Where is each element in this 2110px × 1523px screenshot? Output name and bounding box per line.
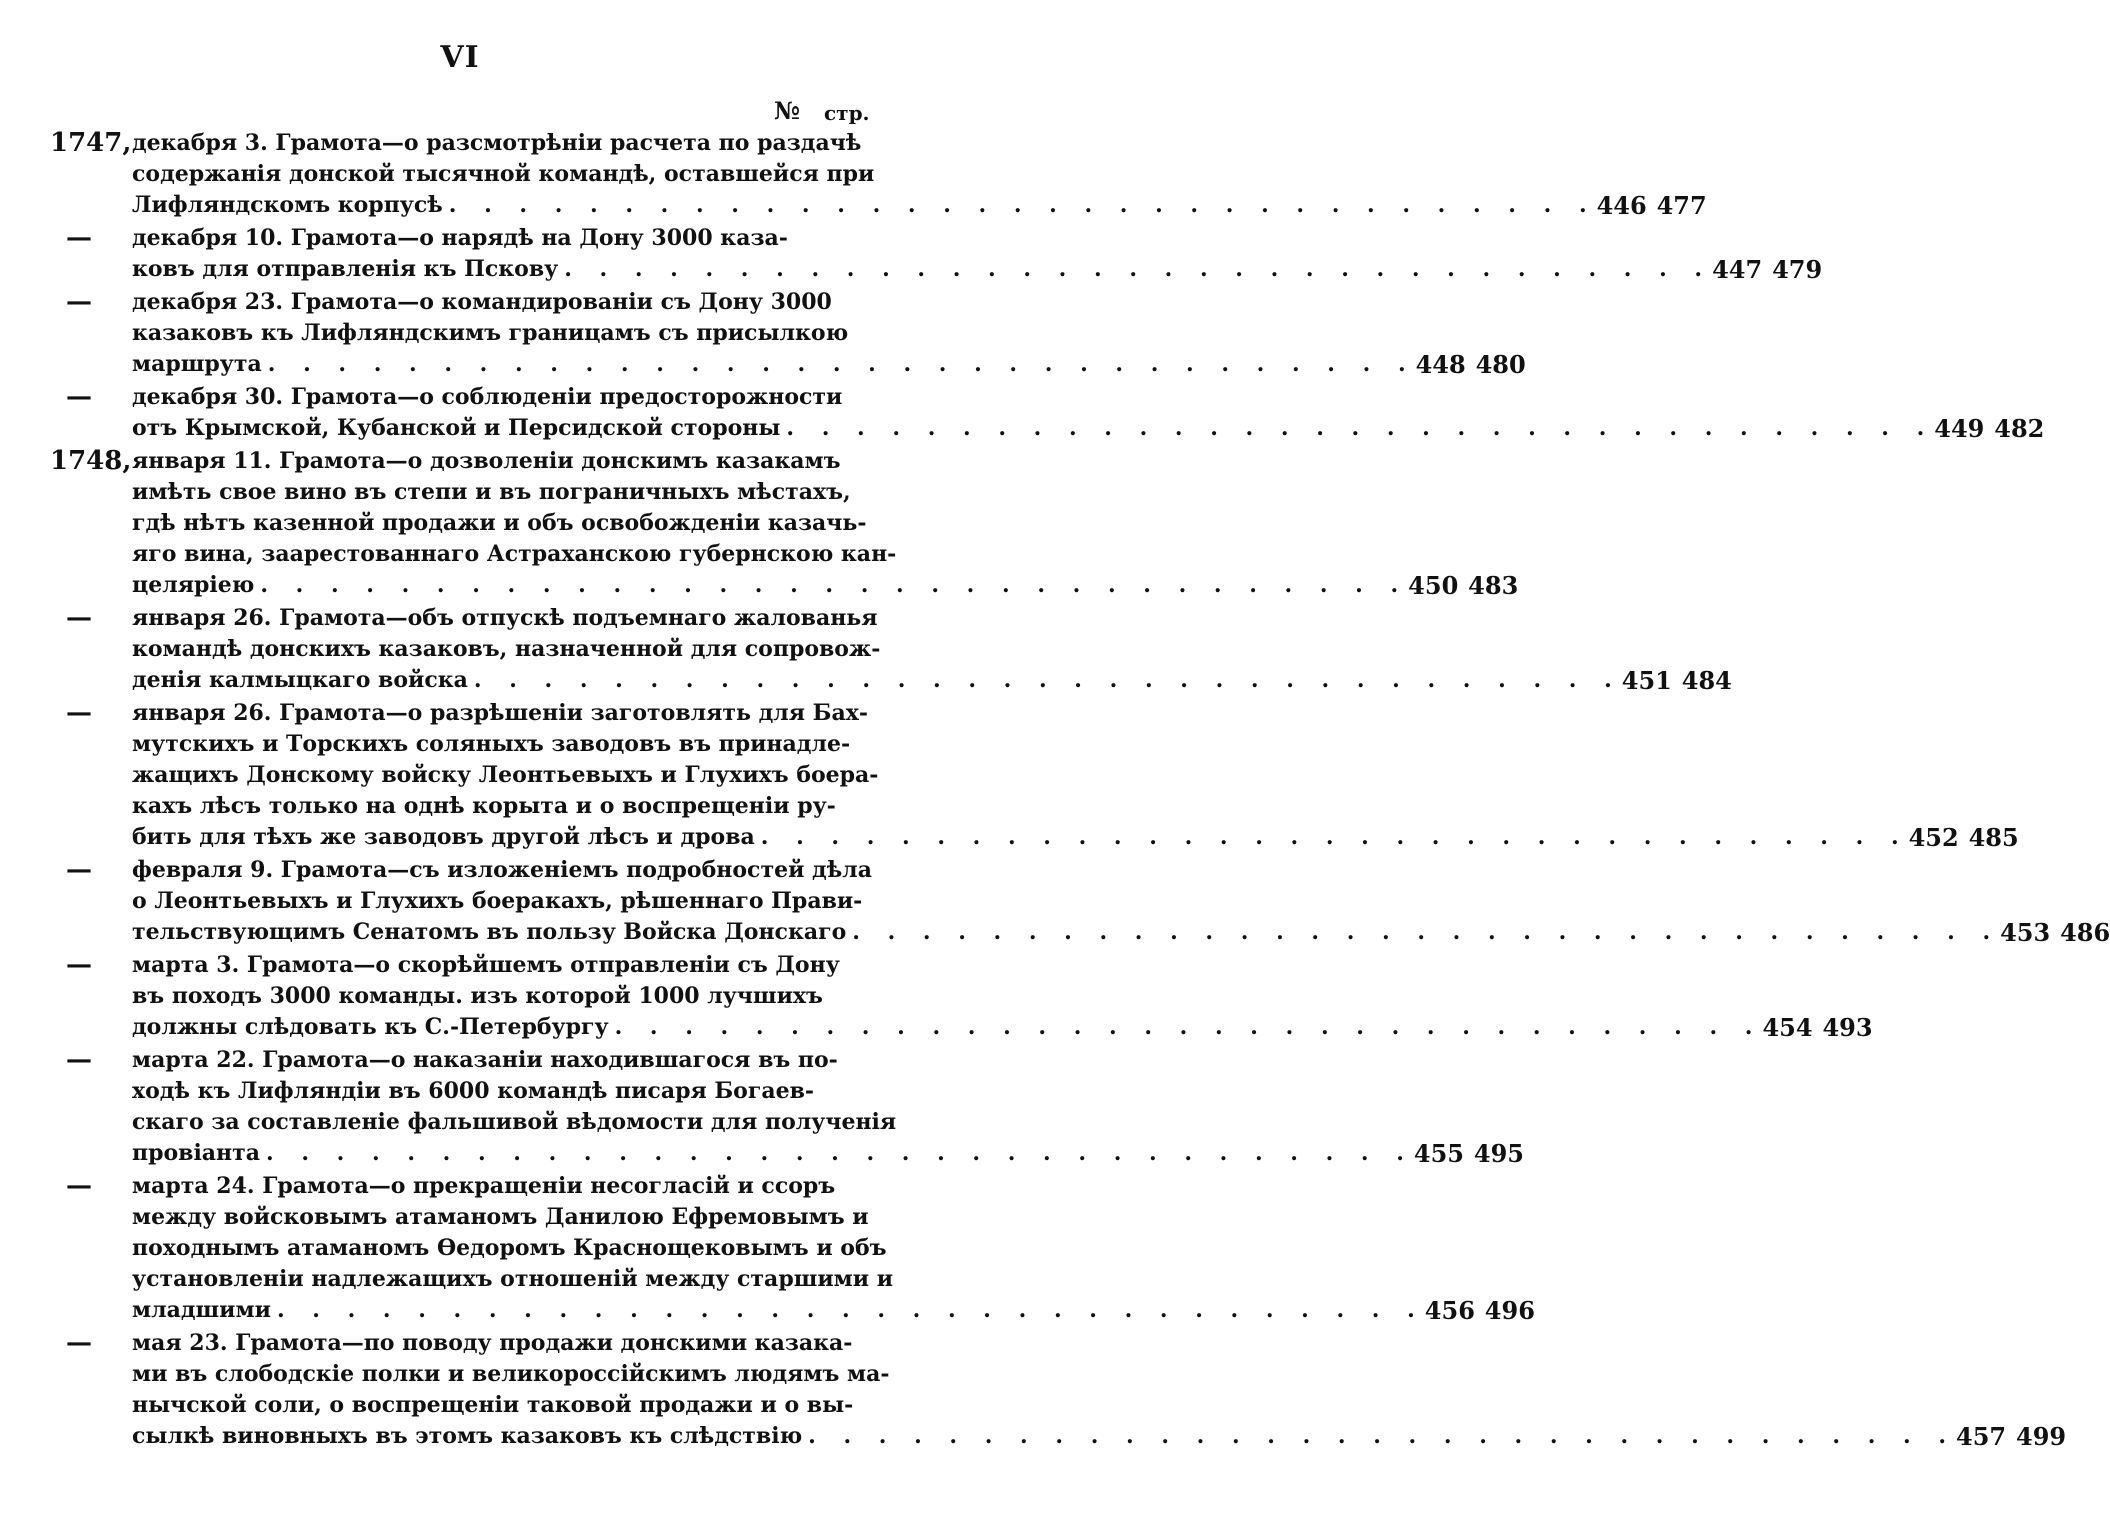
entry-refs — [1425, 1295, 1535, 1326]
entry-line: декабря 30. Грамота—о соблюденіи предосторожности — [132, 384, 843, 410]
entry-text — [132, 382, 2045, 444]
entry-refs — [1416, 349, 1526, 380]
toc-entry — [0, 698, 2019, 853]
toc-entry — [0, 1045, 1525, 1169]
document-number: 449 — [1934, 414, 1985, 443]
document-number: 454 — [1762, 1013, 1813, 1042]
entry-line: марта 22. Грамота—о наказаніи находившагося въ по- — [132, 1047, 838, 1073]
page-reference: 495 — [1473, 1139, 1525, 1168]
entry-line: отъ Крымской, Кубанской и Персидской стороны — [132, 415, 781, 441]
ditto-dash: — — [66, 287, 92, 317]
page-reference: 479 — [1772, 255, 1823, 284]
entry-last-line — [132, 1421, 2067, 1452]
entry-line: мутскихъ и Торскихъ соляныхъ заводовъ въ принадле- — [132, 731, 851, 757]
entry-line: сылкѣ виновныхъ въ этомъ казаковъ къ слѣдствію — [132, 1423, 803, 1449]
entry-refs — [1956, 1421, 2066, 1452]
toc-entry — [0, 382, 2045, 444]
entry-line: января 26. Грамота—о разрѣшеніи заготовлять для Бах- — [132, 700, 868, 726]
ditto-dash: — — [66, 1328, 92, 1358]
entry-line: нычской соли, о воспрещеніи таковой продажи и о вы- — [132, 1392, 854, 1418]
dot-leader: . . . . . . . . . . . . . . . . . . . . . . . . . . . . . . . . . — [266, 1140, 1414, 1166]
entry-line: командѣ донскихъ казаковъ, назначенной для сопровож- — [132, 636, 881, 662]
page-column-header: стр. — [824, 101, 870, 125]
entry-refs — [2000, 917, 2110, 948]
dot-leader: . . . . . . . . . . . . . . . . . . . . . . . . . . . . . . . . . — [276, 1297, 1425, 1323]
dot-leader: . . . . . . . . . . . . . . . . . . . . . . . . . . . . . . . . . — [808, 1423, 1956, 1449]
entry-line: Лифляндскомъ корпусѣ — [132, 192, 443, 218]
entry-line: казаковъ къ Лифляндскимъ границамъ съ присылкою — [132, 320, 849, 346]
entry-text — [132, 1171, 1535, 1326]
entry-line: походнымъ атаманомъ Ѳедоромъ Краснощековымъ и объ — [132, 1235, 887, 1261]
entry-refs — [1762, 1012, 1872, 1043]
document-number: 450 — [1408, 571, 1459, 600]
entry-line: ковъ для отправленія къ Пскову — [132, 256, 559, 282]
entry-text — [132, 603, 1732, 696]
dot-leader: . . . . . . . . . . . . . . . . . . . . . . . . . . . . . . . . . — [786, 415, 1935, 441]
document-number: 447 — [1712, 255, 1763, 284]
toc-entry — [0, 1171, 1535, 1326]
page-reference: 483 — [1468, 571, 1519, 600]
toc-entry — [0, 950, 1873, 1043]
document-number: 456 — [1424, 1296, 1475, 1325]
entry-line: между войсковымъ атаманомъ Данилою Ефремовымъ и — [132, 1204, 869, 1230]
page-reference: 477 — [1656, 191, 1707, 220]
page-reference: 493 — [1822, 1013, 1873, 1042]
entry-last-line — [132, 822, 2019, 853]
page-reference: 482 — [1994, 414, 2045, 443]
entry-last-line — [132, 254, 1823, 285]
entry-line: въ походъ 3000 команды. изъ которой 1000 лучшихъ — [132, 983, 823, 1009]
page-reference: 484 — [1681, 666, 1732, 695]
entry-year: 1748, — [50, 446, 132, 476]
entry-last-line — [132, 570, 1519, 601]
entry-line: декабря 10. Грамота—о нарядѣ на Дону 3000 каза- — [132, 225, 788, 251]
page-reference: 496 — [1484, 1296, 1535, 1325]
entry-refs — [1597, 190, 1707, 221]
dot-leader: . . . . . . . . . . . . . . . . . . . . . . . . . . . . . . . . . — [260, 572, 1409, 598]
toc-entry — [0, 287, 1526, 380]
entry-text — [132, 446, 1519, 601]
dot-leader: . . . . . . . . . . . . . . . . . . . . . . . . . . . . . . . . . — [473, 667, 1622, 693]
entry-last-line — [132, 190, 1707, 221]
entry-refs — [1622, 665, 1732, 696]
page-number: VI — [440, 40, 480, 75]
entry-line: мая 23. Грамота—по поводу продажи донскими казака- — [132, 1330, 853, 1356]
toc-entry — [0, 446, 1519, 601]
entry-line: декабря 3. Грамота—о разсмотрѣніи расчета по раздачѣ — [132, 130, 862, 156]
entry-text — [132, 1045, 1525, 1169]
entry-line: яго вина, заарестованнаго Астраханскою губернскою кан- — [132, 541, 897, 567]
entry-line: марта 24. Грамота—о прекращеніи несогласій и ссоръ — [132, 1173, 836, 1199]
document-number: 452 — [1908, 823, 1959, 852]
entry-refs — [1934, 413, 2044, 444]
number-column-header: № — [774, 96, 801, 125]
ditto-dash: — — [66, 382, 92, 412]
entry-line: гдѣ нѣтъ казенной продажи и объ освобожденіи казачь- — [132, 510, 867, 536]
entry-year: 1747, — [50, 128, 132, 158]
ditto-dash: — — [66, 950, 92, 980]
entry-line: имѣть свое вино въ степи и въ пограничныхъ мѣстахъ, — [132, 479, 851, 505]
toc-entry — [0, 223, 1823, 285]
entry-refs — [1909, 822, 2019, 853]
document-number: 457 — [1956, 1422, 2007, 1451]
page-reference: 485 — [1968, 823, 2019, 852]
entry-line: должны слѣдовать къ С.-Петербургу — [132, 1014, 609, 1040]
entry-last-line — [132, 665, 1732, 696]
entry-line: целяріею — [132, 572, 255, 598]
document-number: 455 — [1413, 1139, 1465, 1168]
ditto-dash: — — [66, 223, 92, 253]
entry-text — [132, 223, 1823, 285]
entry-text — [132, 287, 1526, 380]
entry-line: жащихъ Донскому войску Леонтьевыхъ и Глухихъ боера- — [132, 762, 879, 788]
document-number: 446 — [1596, 191, 1647, 220]
entry-line: января 26. Грамота—объ отпускѣ подъемнаго жалованья — [132, 605, 878, 631]
dot-leader: . . . . . . . . . . . . . . . . . . . . . . . . . . . . . . . . . — [760, 824, 1909, 850]
entry-line: провіанта — [132, 1140, 261, 1166]
ditto-dash: — — [66, 698, 92, 728]
entry-last-line — [132, 917, 2110, 948]
entry-line: маршрута — [132, 351, 262, 377]
entry-last-line — [132, 1012, 1873, 1043]
entry-line: февраля 9. Грамота—съ изложеніемъ подробностей дѣла — [132, 857, 872, 883]
entry-line: установленіи надлежащихъ отношеній между старшими и — [132, 1266, 894, 1292]
toc-entry — [0, 603, 1732, 696]
page-reference: 499 — [2016, 1422, 2067, 1451]
toc-entry — [0, 128, 1707, 221]
dot-leader: . . . . . . . . . . . . . . . . . . . . . . . . . . . . . . . . . — [852, 919, 2001, 945]
entry-line: содержанія донской тысячной командѣ, оставшейся при — [132, 161, 875, 187]
entry-line: ми въ слободскіе полки и великороссійскимъ людямъ ма- — [132, 1361, 890, 1387]
entry-text — [132, 950, 1873, 1043]
entry-line: марта 3. Грамота—о скорѣйшемъ отправленіи съ Дону — [132, 952, 840, 978]
entry-text — [132, 855, 2110, 948]
entry-text — [132, 1328, 2067, 1452]
entry-last-line — [132, 413, 2045, 444]
entry-refs — [1408, 570, 1518, 601]
toc-entry — [0, 1328, 2067, 1452]
entry-line: денія калмыцкаго войска — [132, 667, 468, 693]
entry-last-line — [132, 1138, 1525, 1169]
entry-line: ходѣ къ Лифляндіи въ 6000 командѣ писаря Богаев- — [132, 1078, 814, 1104]
entry-line: декабря 23. Грамота—о командированіи съ Дону 3000 — [132, 289, 832, 315]
dot-leader: . . . . . . . . . . . . . . . . . . . . . . . . . . . . . . . . . — [614, 1014, 1763, 1040]
entry-line: младшими — [132, 1297, 271, 1323]
entry-last-line — [132, 1295, 1535, 1326]
document-number: 451 — [1621, 666, 1672, 695]
document-number: 448 — [1415, 350, 1466, 379]
dot-leader: . . . . . . . . . . . . . . . . . . . . . . . . . . . . . . . . . — [448, 192, 1597, 218]
ditto-dash: — — [66, 1045, 92, 1075]
entry-refs — [1414, 1138, 1524, 1169]
entry-line: тельствующимъ Сенатомъ въ пользу Войска Донскаго — [132, 919, 847, 945]
toc-entry — [0, 855, 2110, 948]
entry-line: января 11. Грамота—о дозволеніи донскимъ казакамъ — [132, 448, 841, 474]
entry-text — [132, 128, 1707, 221]
entry-line: о Леонтьевыхъ и Глухихъ боеракахъ, рѣшеннаго Прави- — [132, 888, 863, 914]
entry-line: кахъ лѣсъ только на однѣ корыта и о воспрещеніи ру- — [132, 793, 836, 819]
dot-leader: . . . . . . . . . . . . . . . . . . . . . . . . . . . . . . . . . — [267, 351, 1416, 377]
entry-text — [132, 698, 2019, 853]
entry-line: скаго за составленіе фальшивой вѣдомости для полученія — [132, 1109, 897, 1135]
ditto-dash: — — [66, 603, 92, 633]
ditto-dash: — — [66, 855, 92, 885]
entry-last-line — [132, 349, 1526, 380]
ditto-dash: — — [66, 1171, 92, 1201]
entry-refs — [1712, 254, 1822, 285]
document-number: 453 — [2000, 918, 2051, 947]
entry-line: бить для тѣхъ же заводовъ другой лѣсъ и дрова — [132, 824, 755, 850]
table-of-contents — [0, 128, 2110, 1454]
dot-leader: . . . . . . . . . . . . . . . . . . . . . . . . . . . . . . . . . — [564, 256, 1713, 282]
page-reference: 480 — [1475, 350, 1526, 379]
page-reference: 486 — [2060, 918, 2110, 947]
